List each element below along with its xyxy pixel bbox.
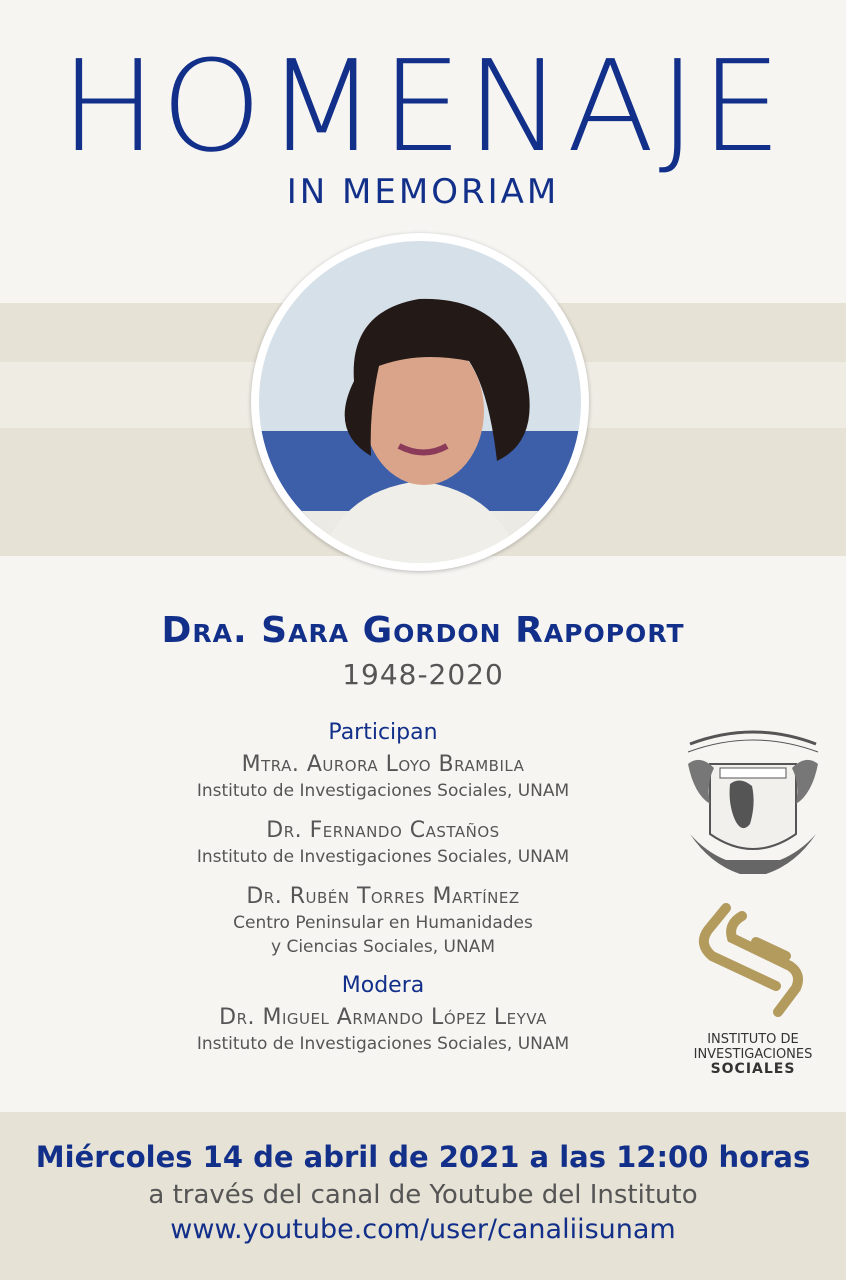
participant-affiliation: Centro Peninsular en Humanidades — [233, 913, 533, 933]
iis-line: INVESTIGACIONES — [693, 1047, 813, 1062]
moderator-affiliation: Instituto de Investigaciones Sociales, UNAM — [196, 1034, 570, 1054]
portrait-frame — [251, 233, 589, 571]
page-subtitle: IN MEMORIAM — [286, 172, 560, 212]
event-footer — [0, 1112, 846, 1280]
participant-affiliation: y Ciencias Sociales, UNAM — [270, 937, 496, 957]
participant-name: Mtra. Aurora Loyo Brambila — [241, 752, 525, 777]
participants-label: Participan — [328, 720, 438, 745]
iis-logo-mark — [698, 900, 806, 1024]
moderator-label: Modera — [341, 973, 425, 998]
unam-seal-logo — [680, 724, 826, 882]
moderator — [160, 1004, 606, 1056]
event-url-link[interactable]: www.youtube.com/user/canaliisunam — [170, 1214, 676, 1245]
participants-list — [160, 720, 606, 1070]
portrait-photo — [259, 241, 581, 563]
participant-affiliation: Instituto de Investigaciones Sociales, UNAM — [196, 847, 570, 867]
honoree-years: 1948-2020 — [342, 658, 504, 691]
event-datetime: Miércoles 14 de abril de 2021 a las 12:00 horas — [35, 1140, 811, 1174]
event-via: a través del canal de Youtube del Instituto — [148, 1180, 698, 1210]
iis-logo-text — [683, 1032, 823, 1077]
participant-name: Dr. Rubén Torres Martínez — [246, 884, 520, 909]
honoree-name: Dra. Sara Gordon Rapoport — [161, 610, 685, 651]
moderator-name: Dr. Miguel Armando López Leyva — [219, 1005, 547, 1030]
iis-line: SOCIALES — [710, 1061, 796, 1077]
iis-line: INSTITUTO DE — [707, 1032, 799, 1047]
page-title: HOMENAJE — [60, 33, 786, 180]
participant — [160, 817, 606, 869]
participant — [160, 751, 606, 803]
participant — [160, 883, 606, 959]
participant-name: Dr. Fernando Castaños — [266, 818, 500, 843]
participant-affiliation: Instituto de Investigaciones Sociales, UNAM — [196, 781, 570, 801]
